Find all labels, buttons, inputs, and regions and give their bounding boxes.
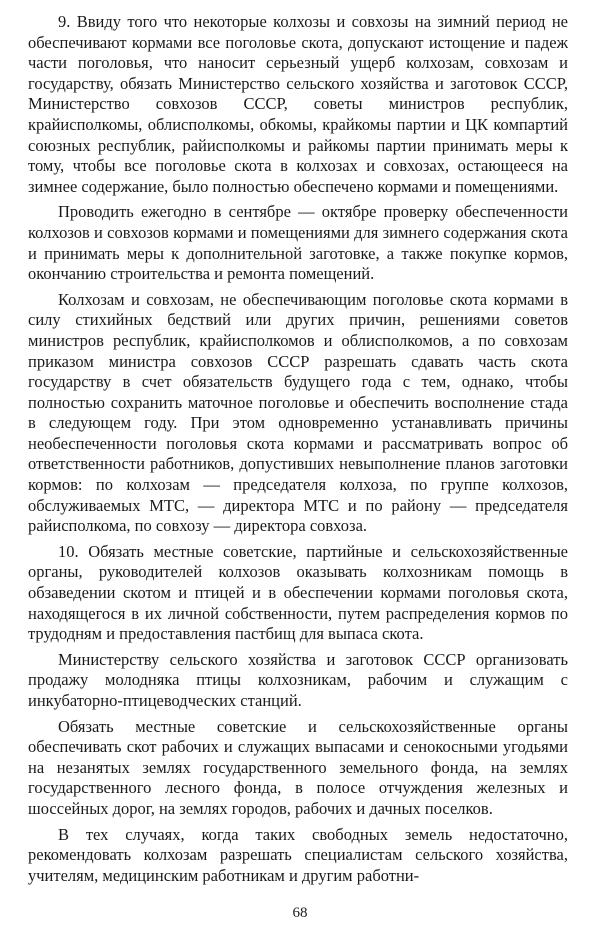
paragraph-autumn-inspection: Проводить ежегодно в сентябре — октябре проверку обеспеченности колхозов и совхозов кормами и помещениями для зимнего содержания скота и принимать меры к дополнительной заготовке, а также покупке кормов, окончанию строительства и ремонта помещений.: [28, 202, 568, 284]
paragraph-poultry-sale: Министерству сельского хозяйства и заготовок СССР организовать продажу молодняка птицы колхозникам, рабочим и служащим с инкубаторно-птицеводческих станций.: [28, 649, 568, 710]
page-number: 68: [292, 905, 308, 921]
paragraph-item-9: 9. Ввиду того что некоторые колхозы и совхозы на зимний период не обеспечивают кормами все поголовье скота, допускают истощение и падеж части поголовья, что наносит серьезный ущерб колхозам, совхозам и государству, обязать Министерство сельского хозяйства и заготовок СССР, Министерство совхозов СССР, советы министров республик, крайисполкомы, облисполкомы, обкомы, крайкомы партии и ЦК компартий союзных республик, райисполкомы и райкомы партии принимать меры к тому, чтобы все поголовье скота в колхозах и совхозах, остающееся на зимнее содержание, было полностью обеспечено кормами и помещениями.: [28, 12, 568, 196]
paragraph-pastures: Обязать местные советские и сельскохозяйственные органы обеспечивать скот рабочих и служащих выпасами и сенокосными угодьями на незанятых землях государственного земельного фонда, на землях государственного лесного фонда, в полосе отчуждения железных и шоссейных дорог, на землях городов, рабочих и дачных поселков.: [28, 716, 568, 818]
paragraph-livestock-sale: Колхозам и совхозам, не обеспечивающим поголовье скота кормами в силу стихийных бедствий или других причин, решениями советов министров республик, крайисполкомов и облисполкомов, а по совхозам приказом министра совхозов СССР разрешать сдавать часть скота государству в счет обязательств будущего года с тем, однако, чтобы полностью сохранить маточное поголовье и обеспечить восполнение стада в следующем году. При этом одновременно устанавливать причины необеспеченности поголовья скота кормами и рассматривать вопрос об ответственности работников, допустивших невыполнение планов заготовки кормов: по колхозам — председателя колхоза, по группе колхозов, обслуживаемых МТС, — директора МТС и по району — председателя райисполкома, по совхозу — директора совхоза.: [28, 289, 568, 536]
paragraph-free-lands: В тех случаях, когда таких свободных земель недостаточно, рекомендовать колхозам разрешать специалистам сельского хозяйства, учителям, медицинским работникам и другим работни-: [28, 824, 568, 885]
document-page: [28, 12, 568, 891]
paragraph-item-10: 10. Обязать местные советские, партийные и сельскохозяйственные органы, руководителей колхозов оказывать колхозникам помощь в обзаведении скотом и птицей и в обеспечении кормами поголовья скота, находящегося в их личной собственности, путем распределения кормов по трудодням и предоставления пастбищ для выпаса скота.: [28, 541, 568, 644]
